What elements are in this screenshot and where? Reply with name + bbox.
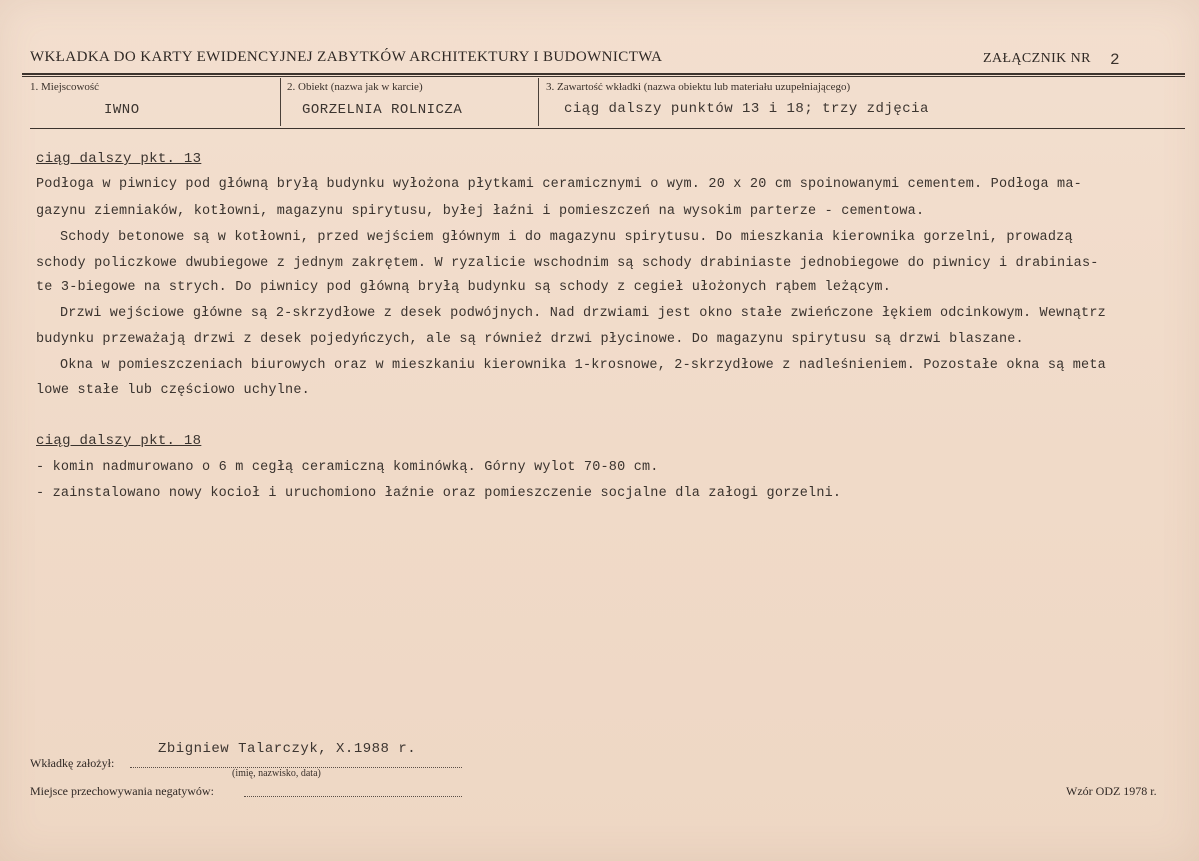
negatives-dotted-line [244, 796, 462, 797]
field-divider-2 [538, 78, 539, 126]
field-divider-1 [280, 78, 281, 126]
text-line: Okna w pomieszczeniach biurowych oraz w mieszkaniu kierownika 1-krosnowe, 2-skrzydłowe z nadleśnieniem. Pozostałe okna są meta [60, 358, 1106, 373]
text-line: Drzwi wejściowe główne są 2-skrzydłowe z desek podwójnych. Nad drzwiami jest okno stałe zwieńczone łękiem odcinkowym. Wewnątrz [60, 306, 1106, 321]
text-line: schody policzkowe dwubiegowe z jednym zakrętem. W ryzalicie wschodnim są schody drabiniaste jednobiegowe do piwnicy i drabinias- [36, 256, 1099, 271]
field-value-contents: ciąg dalszy punktów 13 i 18; trzy zdjęcia [564, 101, 929, 117]
text-line: Schody betonowe są w kotłowni, przed wejściem głównym i do magazynu spirytusu. Do mieszkania kierownika gorzelni, prowadzą [60, 230, 1073, 245]
text-line: gazynu ziemniaków, kotłowni, magazynu spirytusu, byłej łaźni i pomieszczeń na wysokim parterze - cementowa. [36, 204, 925, 219]
text-line: lowe stałe lub częściowo uchylne. [36, 383, 310, 398]
card-title: WKŁADKA DO KARTY EWIDENCYJNEJ ZABYTKÓW ARCHITEKTURY I BUDOWNICTWA [30, 49, 663, 65]
field-value-locality: IWNO [104, 102, 140, 118]
annex-number: 2 [1110, 51, 1120, 69]
field-value-object: GORZELNIA ROLNICZA [302, 102, 463, 118]
author-value: Zbigniew Talarczyk, X.1988 r. [158, 741, 417, 757]
author-hint: (imię, nazwisko, data) [232, 768, 321, 779]
text-line: - komin nadmurowano o 6 m cegłą ceramiczną kominówką. Górny wylot 70-80 cm. [36, 460, 659, 475]
header-top-rule [22, 73, 1185, 75]
text-line: te 3-biegowe na strych. Do piwnicy pod główną bryłą budynku są schody z cegieł ułożonych rąbem leżącym. [36, 280, 892, 295]
form-version: Wzór ODZ 1978 r. [1066, 784, 1157, 798]
header-top-rule-thin [22, 76, 1185, 77]
section-heading-18: ciąg dalszy pkt. 18 [36, 433, 202, 449]
field-label-contents: 3. Zawartość wkładki (nazwa obiektu lub materiału uzupełniającego) [546, 81, 851, 93]
section-heading-13: ciąg dalszy pkt. 13 [36, 151, 202, 167]
text-line: Podłoga w piwnicy pod główną bryłą budynku wyłożona płytkami ceramicznymi o wym. 20 x 20 cm spoinowanymi cementem. Podłoga ma- [36, 177, 1082, 192]
header-bottom-rule [30, 128, 1185, 129]
field-label-locality: 1. Miejscowość [30, 81, 100, 93]
author-label: Wkładkę założył: [30, 756, 115, 770]
field-label-object: 2. Obiekt (nazwa jak w karcie) [287, 81, 423, 93]
negatives-label: Miejsce przechowywania negatywów: [30, 784, 214, 798]
text-line: budynku przeważają drzwi z desek pojedyńczych, ale są również drzwi płycinowe. Do magazynu spirytusu są drzwi blaszane. [36, 332, 1024, 347]
annex-label: ZAŁĄCZNIK NR [983, 51, 1091, 66]
text-line: - zainstalowano nowy kocioł i uruchomiono łaźnie oraz pomieszczenie socjalne dla załogi gorzelni. [36, 486, 842, 501]
